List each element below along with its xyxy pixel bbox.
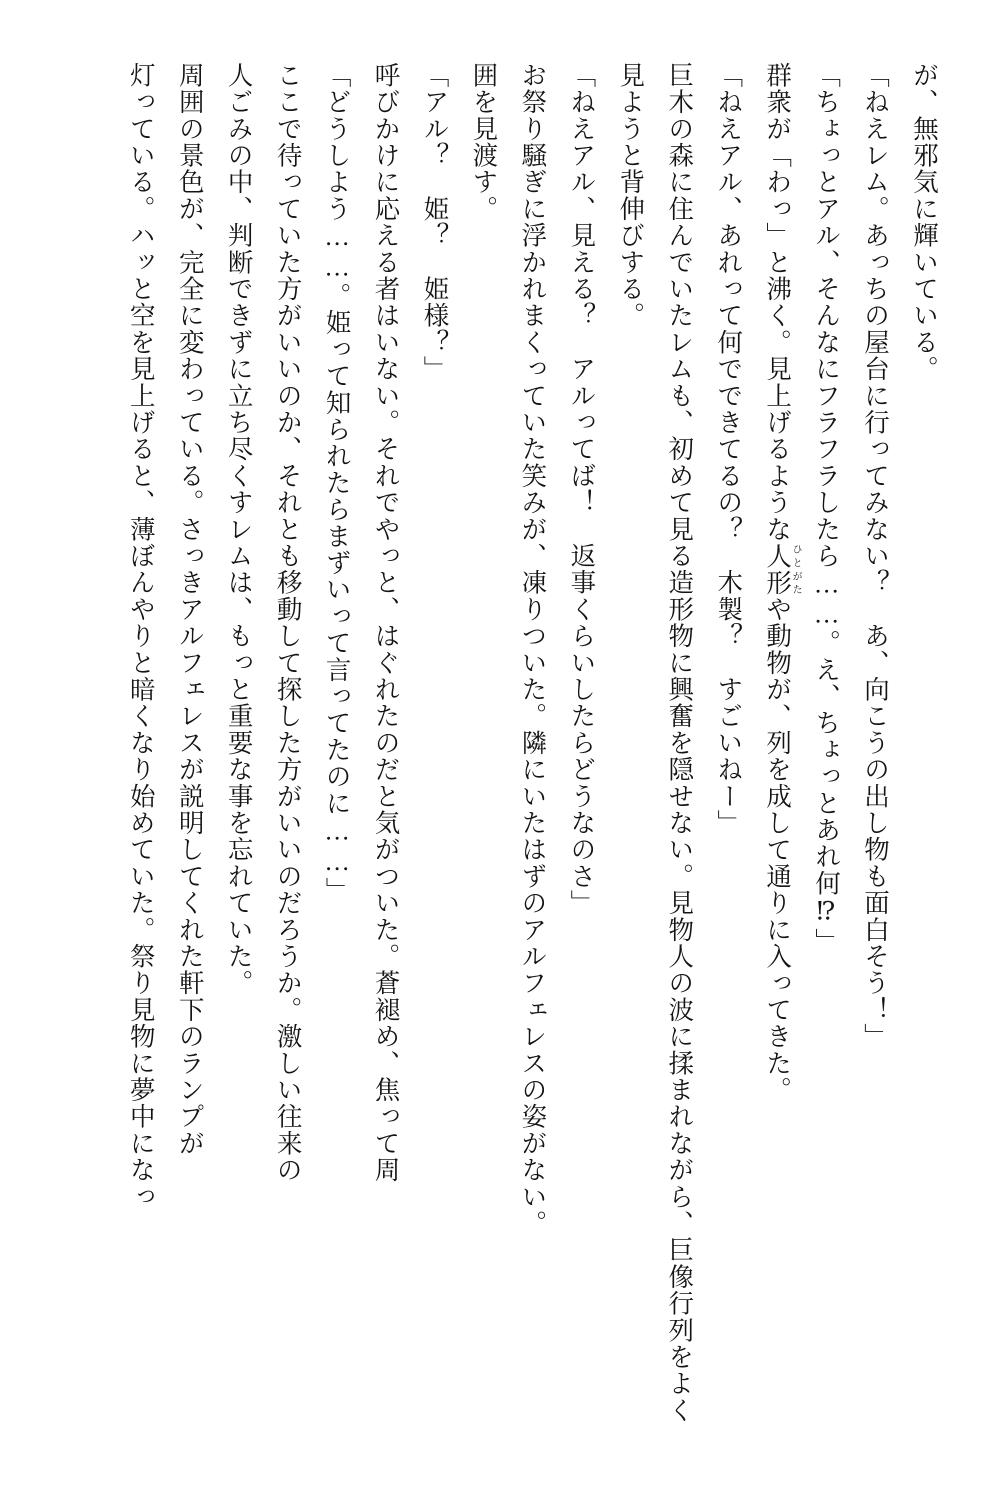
paragraph: が、無邪気に輝いている。 (910, 62, 939, 383)
paragraph: 灯っている。ハッと空を見上げると、薄ぼんやりと暗くなり始めていた。祭り見物に夢中になっ (126, 62, 156, 1211)
paragraph: 「ちょっとアル、そんなにフラフラしたら……。え、ちょっとあれ何⁉」 (812, 62, 842, 955)
paragraph: 「アル？ 姫？ 姫様？」 (420, 62, 450, 383)
paragraph: 「ねえレム。あっちの屋台に行ってみない？ あ、向こうの出し物も面白そう！」 (861, 62, 891, 1050)
paragraph: 人ごみの中、判断できずに立ち尽くすレムは、もっと重要な事を忘れていた。 (224, 62, 254, 997)
paragraph: 周囲の景色が、完全に変わっている。さっきアルフェレスが説明してくれた軒下のランプが (175, 62, 205, 1157)
paragraph: 呼びかけに応える者はいない。それでやっと、はぐれたのだと気がついた。蒼褪め、焦って周 (371, 62, 401, 1184)
paragraph: 群衆が「わっ」と沸く。見上げるような人形ひとがたや動物が、列を成して通りに入ってきた。 (763, 62, 802, 1104)
vertical-text-body (68, 62, 948, 1442)
paragraph: 巨木の森に住んでいたレムも、初めて見る造形物に興奮を隠せない。見物人の波に揉まれながら、巨像行列をよく見ようと背伸びする。 (616, 62, 695, 1424)
paragraph: 「ねえアル、あれって何でできてるの？ 木製？ すごいねー」 (714, 62, 744, 837)
paragraph: 囲を見渡す。 (469, 62, 499, 223)
paragraph: お祭り騒ぎに浮かれまくっていた笑みが、凍りついた。隣にいたはずのアルフェレスの姿がない。 (518, 62, 548, 1237)
paragraph: 「どうしよう……。姫って知られたらまずいって言ってたのに……」 (322, 62, 352, 904)
paragraph: ここで待っていた方がいいのか、それとも移動して探した方がいいのだろうか。激しい往来の (273, 62, 303, 1184)
paragraph: 「ねえアル、見える？ アルってば！ 返事くらいしたらどうなのさ」 (567, 62, 597, 917)
ruby-annotation: 人形ひとがた (763, 542, 802, 597)
